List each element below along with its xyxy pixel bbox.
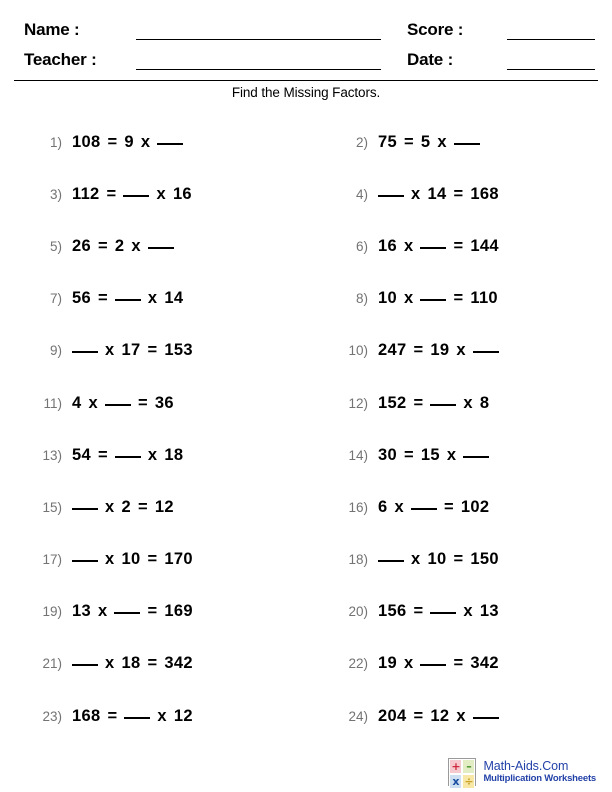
expression-token: x: [394, 497, 404, 516]
expression-token: x: [411, 550, 421, 569]
problem-5[interactable]: [0, 220, 306, 272]
expression-token: 168: [72, 706, 101, 725]
math-operations-icon: [448, 758, 476, 786]
problem-19[interactable]: [0, 586, 306, 638]
footer: [0, 758, 612, 786]
problem-number: 22): [348, 656, 368, 672]
divide-icon: ÷: [464, 775, 474, 788]
problem-number: 4): [355, 186, 368, 202]
problem-expression: [72, 602, 193, 621]
expression-token: x: [147, 289, 158, 308]
expression-token: 342: [164, 654, 193, 673]
math-aids-logo[interactable]: [448, 758, 596, 786]
expression-token: x: [437, 132, 447, 151]
problem-16[interactable]: [306, 481, 612, 533]
problem-number: 18): [348, 552, 368, 568]
problem-number: 19): [42, 604, 62, 620]
expression-token: 14: [427, 184, 447, 203]
expression-token: =: [403, 445, 414, 464]
problem-number: 5): [49, 238, 62, 254]
expression-token: 56: [72, 289, 91, 308]
problem-number: 17): [42, 552, 62, 568]
expression-token: 10: [121, 550, 141, 569]
answer-blank[interactable]: [378, 560, 404, 562]
problem-number: 3): [49, 186, 62, 202]
expression-token: x: [105, 550, 115, 569]
expression-token: =: [453, 184, 464, 203]
header-row-name: [14, 10, 598, 40]
times-icon: x: [449, 774, 462, 789]
expression-token: 110: [470, 289, 498, 308]
expression-token: 2: [121, 497, 131, 516]
expression-token: =: [106, 184, 117, 203]
problem-expression: [72, 289, 183, 308]
expression-token: 152: [378, 393, 407, 412]
answer-blank[interactable]: [454, 143, 480, 145]
problem-1[interactable]: [0, 116, 306, 168]
score-input-line[interactable]: [507, 19, 595, 40]
problem-number: 6): [355, 238, 368, 254]
answer-blank[interactable]: [378, 195, 404, 197]
expression-token: =: [413, 602, 424, 621]
expression-token: =: [403, 132, 414, 151]
problem-number: 1): [49, 134, 62, 150]
problem-21[interactable]: [0, 638, 306, 690]
expression-token: 2: [114, 236, 125, 255]
answer-blank[interactable]: [72, 351, 98, 353]
worksheet-category: Multiplication Worksheets: [483, 772, 596, 784]
name-input-line[interactable]: [136, 19, 381, 40]
problem-expression: [378, 550, 499, 569]
expression-token: =: [97, 236, 108, 255]
header-divider: [14, 80, 598, 81]
expression-token: =: [453, 236, 464, 255]
expression-token: x: [105, 654, 115, 673]
problem-expression: [378, 498, 489, 517]
problem-expression: [72, 341, 193, 360]
expression-token: 12: [173, 706, 193, 725]
problem-number: 13): [42, 447, 62, 463]
expression-token: =: [97, 445, 108, 464]
expression-token: =: [147, 341, 158, 360]
problem-11[interactable]: [0, 377, 306, 429]
problem-10[interactable]: [306, 325, 612, 377]
expression-token: x: [156, 184, 166, 203]
page-title: Find the Missing Factors.: [231, 85, 381, 100]
expression-token: 18: [164, 445, 184, 464]
expression-token: 18: [121, 654, 141, 673]
problem-number: 20): [348, 604, 368, 620]
expression-token: x: [105, 497, 115, 516]
problem-20[interactable]: [306, 586, 612, 638]
plus-icon: +: [451, 760, 461, 773]
expression-token: x: [105, 341, 115, 360]
expression-token: 170: [164, 550, 193, 569]
expression-token: 144: [470, 236, 499, 255]
answer-blank[interactable]: [114, 612, 140, 614]
expression-token: =: [413, 393, 424, 412]
expression-token: =: [137, 393, 148, 412]
date-label: Date :: [407, 50, 454, 69]
problem-24[interactable]: [306, 690, 612, 742]
expression-token: 16: [378, 236, 397, 255]
answer-blank[interactable]: [420, 664, 446, 666]
expression-token: 15: [420, 445, 440, 464]
expression-token: 10: [378, 289, 397, 308]
expression-token: x: [463, 393, 473, 412]
answer-blank[interactable]: [72, 664, 98, 666]
expression-token: x: [97, 602, 108, 621]
problem-7[interactable]: [0, 273, 306, 325]
expression-token: 12: [154, 497, 174, 516]
problem-number: 8): [355, 291, 368, 307]
answer-blank[interactable]: [473, 351, 499, 353]
problem-2[interactable]: [306, 116, 612, 168]
problem-4[interactable]: [306, 168, 612, 220]
expression-token: x: [446, 445, 457, 464]
answer-blank[interactable]: [420, 247, 446, 249]
problem-number: 9): [49, 343, 62, 359]
problem-3[interactable]: [0, 168, 306, 220]
expression-token: =: [453, 654, 464, 673]
expression-token: 112: [72, 184, 100, 203]
site-name: Math-Aids.Com: [483, 759, 569, 774]
problem-8[interactable]: [306, 273, 612, 325]
expression-token: 36: [154, 393, 174, 412]
expression-token: x: [403, 654, 414, 673]
expression-token: 75: [378, 132, 397, 151]
problem-expression: [72, 394, 174, 413]
answer-blank[interactable]: [430, 404, 456, 406]
problem-number: 16): [348, 499, 368, 515]
expression-token: 12: [430, 706, 450, 725]
problem-6[interactable]: [306, 220, 612, 272]
expression-token: 6: [378, 497, 388, 516]
answer-blank[interactable]: [115, 456, 141, 458]
logo-text: [483, 759, 596, 784]
expression-token: =: [443, 497, 454, 516]
expression-token: 54: [72, 445, 91, 464]
expression-token: 4: [72, 393, 82, 412]
problem-expression: [378, 237, 499, 256]
problem-number: 11): [43, 395, 62, 411]
expression-token: =: [97, 289, 108, 308]
expression-token: x: [157, 706, 167, 725]
answer-blank[interactable]: [157, 143, 183, 145]
expression-token: x: [131, 236, 141, 255]
answer-blank[interactable]: [115, 299, 141, 301]
answer-blank[interactable]: [473, 717, 499, 719]
expression-token: =: [107, 706, 118, 725]
problem-expression: [378, 185, 499, 204]
problem-expression: [72, 133, 183, 152]
expression-token: 26: [72, 236, 91, 255]
expression-token: x: [140, 132, 151, 151]
expression-token: x: [411, 184, 421, 203]
answer-blank[interactable]: [148, 247, 174, 249]
problem-expression: [72, 654, 193, 673]
answer-blank[interactable]: [420, 299, 446, 301]
expression-token: 169: [164, 602, 193, 621]
problem-13[interactable]: [0, 429, 306, 481]
expression-token: =: [453, 550, 464, 569]
expression-token: 8: [479, 393, 490, 412]
problem-number: 7): [49, 291, 62, 307]
problem-15[interactable]: [0, 481, 306, 533]
score-label: Score :: [407, 20, 464, 39]
expression-token: x: [456, 341, 466, 360]
problem-number: 12): [348, 395, 368, 411]
name-label: Name :: [24, 20, 80, 39]
problem-expression: [378, 341, 499, 360]
problem-9[interactable]: [0, 325, 306, 377]
expression-token: 19: [430, 341, 450, 360]
problem-expression: [378, 654, 499, 673]
expression-token: 9: [124, 132, 134, 151]
expression-token: x: [88, 393, 98, 412]
expression-token: =: [107, 132, 118, 151]
expression-token: 204: [378, 706, 407, 725]
problem-number: 10): [348, 343, 368, 359]
problem-expression: [72, 498, 174, 517]
problem-expression: [378, 707, 499, 726]
expression-token: x: [147, 445, 158, 464]
expression-token: 108: [72, 132, 101, 151]
expression-token: 13: [479, 602, 499, 621]
expression-token: =: [137, 497, 148, 516]
problem-expression: [72, 185, 192, 204]
header-row-teacher: [14, 40, 598, 70]
expression-token: =: [147, 602, 158, 621]
problem-18[interactable]: [306, 534, 612, 586]
problem-expression: [72, 550, 193, 569]
expression-token: x: [463, 602, 473, 621]
expression-token: x: [456, 706, 466, 725]
teacher-label: Teacher :: [24, 50, 97, 69]
expression-token: 150: [470, 550, 499, 569]
expression-token: =: [453, 289, 464, 308]
problem-expression: [378, 133, 480, 152]
answer-blank[interactable]: [411, 508, 437, 510]
problem-number: 14): [348, 447, 368, 463]
problem-expression: [72, 237, 174, 256]
expression-token: 168: [470, 184, 499, 203]
problem-grid: [0, 116, 612, 742]
minus-icon: –: [462, 759, 475, 774]
expression-token: 17: [121, 341, 141, 360]
answer-blank[interactable]: [72, 560, 98, 562]
problem-expression: [378, 394, 489, 413]
expression-token: 153: [164, 341, 193, 360]
problem-number: 2): [355, 134, 368, 150]
expression-token: 342: [470, 654, 499, 673]
answer-blank[interactable]: [72, 508, 98, 510]
expression-token: =: [413, 341, 424, 360]
problem-number: 24): [348, 708, 368, 724]
date-input-line[interactable]: [507, 49, 595, 70]
expression-token: 30: [378, 445, 397, 464]
teacher-input-line[interactable]: [136, 49, 381, 70]
problem-expression: [72, 446, 183, 465]
expression-token: x: [403, 236, 414, 255]
answer-blank[interactable]: [105, 404, 131, 406]
expression-token: 5: [420, 132, 431, 151]
problem-number: 23): [42, 708, 62, 724]
expression-token: x: [403, 289, 414, 308]
answer-blank[interactable]: [430, 612, 456, 614]
problem-22[interactable]: [306, 638, 612, 690]
problem-12[interactable]: [306, 377, 612, 429]
problem-expression: [378, 602, 499, 621]
expression-token: =: [147, 550, 158, 569]
worksheet-header: [0, 0, 612, 100]
expression-token: 16: [172, 184, 192, 203]
expression-token: 102: [460, 497, 490, 516]
problem-expression: [378, 446, 489, 465]
expression-token: =: [147, 654, 158, 673]
expression-token: 19: [378, 654, 397, 673]
expression-token: 13: [72, 602, 91, 621]
problem-number: 15): [42, 499, 62, 515]
answer-blank[interactable]: [463, 456, 489, 458]
problem-expression: [72, 707, 193, 726]
expression-token: 156: [378, 602, 407, 621]
expression-token: =: [413, 706, 424, 725]
problem-14[interactable]: [306, 429, 612, 481]
problem-number: 21): [42, 656, 62, 672]
expression-token: 14: [164, 289, 184, 308]
answer-blank[interactable]: [124, 717, 150, 719]
problem-23[interactable]: [0, 690, 306, 742]
answer-blank[interactable]: [123, 195, 149, 197]
expression-token: 247: [378, 341, 407, 360]
problem-expression: [378, 289, 498, 308]
expression-token: 10: [427, 550, 447, 569]
problem-17[interactable]: [0, 534, 306, 586]
